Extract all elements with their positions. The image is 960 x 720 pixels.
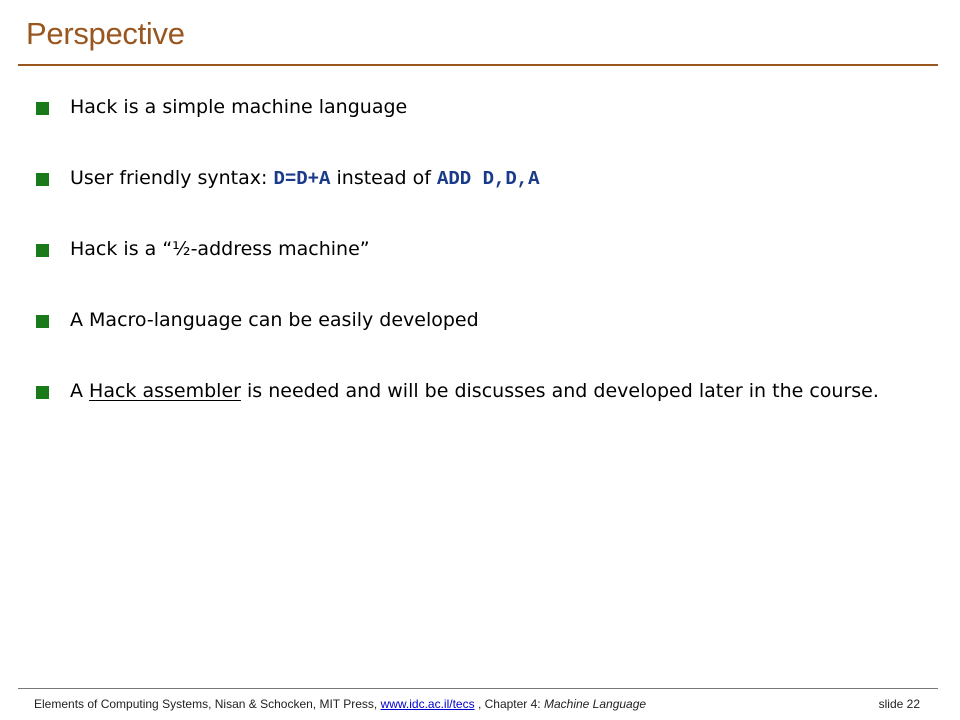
bullet-text: Hack is a “½-address machine” (70, 238, 370, 260)
footer-link[interactable]: www.idc.ac.il/tecs (380, 697, 475, 711)
bullet-item-macro-language (36, 307, 916, 333)
footer (34, 697, 920, 711)
hack-assembler-term: Hack assembler (89, 380, 241, 402)
bullet-text (70, 378, 900, 404)
code-d-equals-d-plus-a: D=D+A (273, 168, 331, 190)
bullet-text: Hack is a simple machine language (70, 96, 408, 118)
bullet-item-half-address (36, 236, 916, 262)
bullet-text: A Macro-language can be easily developed (70, 309, 479, 331)
square-bullet-icon (36, 386, 49, 399)
footer-citation: Elements of Computing Systems, Nisan & Schocken, MIT Press, (34, 697, 381, 711)
square-bullet-icon (36, 244, 49, 257)
square-bullet-icon (36, 102, 49, 115)
footer-chapter-label: , Chapter 4: (474, 697, 544, 711)
syntax-middle: instead of (330, 167, 437, 189)
footer-chapter-title: Machine Language (543, 697, 647, 711)
title-divider (18, 64, 938, 66)
footer-divider (18, 688, 938, 689)
syntax-prefix: User friendly syntax: (70, 167, 274, 189)
assembler-suffix: is needed and will be discusses and developed later in the course. (240, 380, 879, 402)
bullet-item-syntax (36, 165, 916, 192)
bullet-text (70, 165, 900, 192)
square-bullet-icon (36, 315, 49, 328)
bullet-item-simple-language (36, 94, 916, 120)
code-add-d-d-a: ADD D,D,A (436, 168, 540, 190)
assembler-prefix: A (70, 380, 90, 402)
square-bullet-icon (36, 173, 49, 186)
slide-title: Perspective (26, 16, 185, 51)
slide-number: slide 22 (878, 697, 920, 711)
bullet-item-assembler (36, 378, 916, 404)
